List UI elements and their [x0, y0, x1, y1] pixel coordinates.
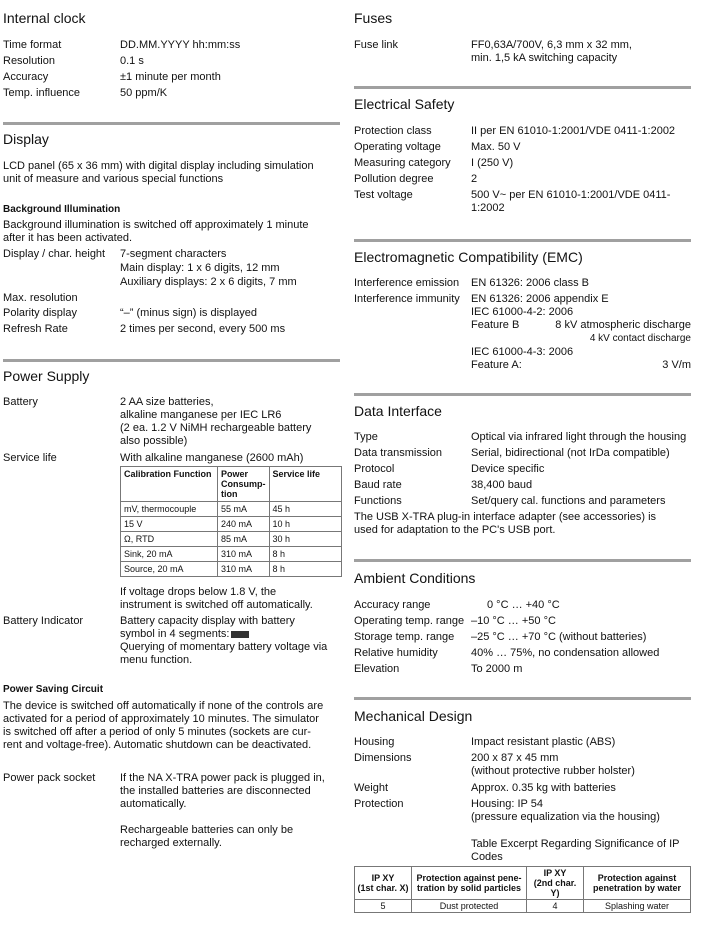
table-cell: 8 h	[269, 562, 342, 577]
table-cell: 10 h	[269, 517, 342, 532]
section-title: Power Supply	[3, 368, 90, 384]
table-cell: Ω, RTD	[121, 532, 218, 547]
table-header: Power Consump-tion	[218, 467, 270, 502]
spec-value: II per EN 61010-1:2001/VDE 0411-1:2002	[471, 125, 676, 137]
header-line: IP XY	[543, 868, 567, 878]
spec-value: menu function.	[120, 654, 193, 666]
spec-value: 50 ppm/K	[120, 87, 168, 99]
spec-value: –25 °C … +70 °C (without batteries)	[471, 631, 647, 643]
table-cell: 310 mA	[218, 562, 270, 577]
section-title: Fuses	[354, 10, 393, 26]
spec-key: Polarity display	[3, 307, 77, 319]
spec-value: EN 61326: 2006 class B	[471, 277, 590, 289]
text-line: unit of measure and various special functions	[3, 173, 224, 185]
spec-key: Time format	[3, 39, 62, 51]
spec-value: With alkaline manganese (2600 mAh)	[120, 452, 304, 464]
spec-key: Battery Indicator	[3, 615, 84, 627]
header-line: penetration by water	[592, 883, 682, 893]
spec-value: Max. 50 V	[471, 141, 521, 153]
spec-key: Relative humidity	[354, 647, 438, 659]
spec-value: DD.MM.YYYY hh:mm:ss	[120, 39, 241, 51]
spec-key: Max. resolution	[3, 292, 78, 304]
spec-value: also possible)	[120, 435, 188, 447]
table-row	[121, 502, 342, 517]
spec-key: Test voltage	[354, 189, 413, 201]
spec-value: (without protective rubber holster)	[471, 765, 635, 777]
spec-key: Measuring category	[354, 157, 451, 169]
spec-value: alkaline manganese per IEC LR6	[120, 409, 282, 421]
spec-value: 38,400 baud	[471, 479, 533, 491]
spec-value: 3 V/m	[662, 359, 691, 371]
spec-key: Battery	[3, 396, 38, 408]
table-cell: mV, thermocouple	[121, 502, 218, 517]
table-cell: 4	[527, 900, 584, 913]
section-title: Display	[3, 131, 49, 147]
spec-value: IEC 61000-4-2: 2006	[471, 306, 574, 318]
text-line: instrument is switched off automatically.	[120, 599, 313, 611]
text-line: Codes	[471, 851, 503, 863]
ip-code-table	[354, 866, 691, 913]
table-cell: 8 h	[269, 547, 342, 562]
battery-icon	[231, 631, 249, 638]
spec-value: Rechargeable batteries can only be	[120, 824, 294, 836]
text-line: LCD panel (65 x 36 mm) with digital display including simulation	[3, 160, 314, 172]
usb-description	[354, 511, 691, 537]
spec-key: Interference immunity	[354, 293, 460, 305]
spec-value: Impact resistant plastic (ABS)	[471, 736, 616, 748]
table-cell: 240 mA	[218, 517, 270, 532]
spec-key: Type	[354, 431, 378, 443]
spec-value	[120, 628, 249, 641]
spec-value: 500 V~ per EN 61010-1:2001/VDE 0411-	[471, 189, 671, 201]
table-row	[121, 562, 342, 577]
section-divider	[3, 122, 340, 125]
spec-value: (2 ea. 1.2 V NiMH rechargeable battery	[120, 422, 312, 434]
spec-value: Battery capacity display with battery	[120, 615, 295, 627]
text-line: after it has been activated.	[3, 232, 133, 244]
spec-value: 0.1 s	[120, 55, 144, 67]
text-line: The device is switched off automatically if none of the controls are	[3, 700, 324, 712]
spec-value: ±1 minute per month	[120, 71, 221, 83]
spec-value: min. 1,5 kA switching capacity	[471, 52, 618, 64]
section-title: Mechanical Design	[354, 708, 473, 724]
spec-value: 2 times per second, every 500 ms	[120, 323, 286, 335]
spec-value: Main display: 1 x 6 digits, 12 mm	[120, 262, 280, 274]
text-line: Background illumination is switched off approximately 1 minute	[3, 219, 309, 231]
spec-value: 2	[471, 173, 478, 185]
table-header: Calibration Function	[121, 467, 218, 502]
section-divider	[354, 239, 691, 242]
spec-key: Pollution degree	[354, 173, 434, 185]
text-line: used for adaptation to the PC's USB port.	[354, 524, 556, 536]
text-line: rent and voltage-free). Automatic shutdown can be deactivated.	[3, 739, 312, 751]
text-line: activated for a period of approximately 10 minutes. The simulator	[3, 713, 319, 725]
spec-value: –10 °C … +50 °C	[471, 615, 556, 627]
section-divider	[354, 559, 691, 562]
spec-value: 200 x 87 x 45 mm	[471, 752, 559, 764]
spec-value: recharged externally.	[120, 837, 222, 849]
spec-key: Display / char. height	[3, 248, 106, 260]
spec-key: Storage temp. range	[354, 631, 455, 643]
text-line: Table Excerpt Regarding Significance of IP	[471, 838, 680, 850]
text-line: is switched off after a period of only 5 minutes (sockets are cur-	[3, 726, 311, 738]
table-cell: 15 V	[121, 517, 218, 532]
spec-value: EN 61326: 2006 appendix E	[471, 293, 609, 305]
spec-value: Approx. 0.35 kg with batteries	[471, 782, 616, 794]
spec-value: Feature B	[471, 319, 520, 331]
spec-value: Optical via infrared light through the housing	[471, 431, 687, 443]
section-divider	[354, 393, 691, 396]
spec-key: Service life	[3, 452, 57, 464]
table-cell: 55 mA	[218, 502, 270, 517]
spec-value: the installed batteries are disconnected	[120, 785, 311, 797]
spec-value: I (250 V)	[471, 157, 514, 169]
table-header	[412, 867, 527, 900]
spec-value: Querying of momentary battery voltage via	[120, 641, 328, 653]
table-cell: 85 mA	[218, 532, 270, 547]
spec-key: Baud rate	[354, 479, 402, 491]
spec-key: Functions	[354, 495, 402, 507]
spec-value: (pressure equalization via the housing)	[471, 811, 660, 823]
subheading: Background Illumination	[3, 204, 121, 215]
table-header	[355, 867, 412, 900]
table-header-row	[121, 467, 342, 502]
spec-value: 40% … 75%, no condensation allowed	[471, 647, 660, 659]
header-line: (2nd char. Y)	[533, 878, 577, 898]
spec-value: “–” (minus sign) is displayed	[120, 307, 257, 319]
text-line: The USB X-TRA plug-in interface adapter (see accessories) is	[354, 511, 657, 523]
spec-key: Interference emission	[354, 277, 460, 289]
section-title: Electrical Safety	[354, 96, 455, 112]
section-divider	[354, 86, 691, 89]
spec-value: 8 kV atmospheric discharge	[555, 319, 691, 331]
header-line: IP XY	[371, 873, 395, 883]
spec-value: 1:2002	[471, 202, 505, 214]
table-cell: 5	[355, 900, 412, 913]
spec-value: If the NA X-TRA power pack is plugged in,	[120, 772, 325, 784]
spec-key: Refresh Rate	[3, 323, 68, 335]
section-title: Ambient Conditions	[354, 570, 476, 586]
text-line: symbol in 4 segments:	[120, 628, 230, 640]
header-line: Protection against	[597, 873, 677, 883]
spec-key: Temp. influence	[3, 87, 81, 99]
header-line: Protection against pene-	[416, 873, 522, 883]
spec-key: Data transmission	[354, 447, 443, 459]
spec-key: Accuracy	[3, 71, 49, 83]
spec-value: Serial, bidirectional (not IrDa compatible)	[471, 447, 670, 459]
table-cell: Source, 20 mA	[121, 562, 218, 577]
bg-description	[3, 219, 340, 245]
service-life-table	[120, 466, 342, 577]
table-row	[121, 532, 342, 547]
table-cell: 45 h	[269, 502, 342, 517]
header-line: tration by solid particles	[416, 883, 522, 893]
spec-value: Feature A:	[471, 359, 522, 371]
lcd-description	[3, 160, 340, 186]
table-header: Service life	[269, 467, 342, 502]
section-divider	[354, 697, 691, 700]
spec-key: Weight	[354, 782, 389, 794]
spec-value: Auxiliary displays: 2 x 6 digits, 7 mm	[120, 276, 297, 288]
spec-value: 4 kV contact discharge	[589, 333, 691, 344]
text-line: If voltage drops below 1.8 V, the	[120, 586, 277, 598]
spec-value: Set/query cal. functions and parameters	[471, 495, 666, 507]
power-saving-description	[3, 700, 340, 752]
header-line: (1st char. X)	[357, 883, 409, 893]
table-row	[121, 547, 342, 562]
table-cell: Sink, 20 mA	[121, 547, 218, 562]
table-cell: Splashing water	[584, 900, 691, 913]
spec-key: Dimensions	[354, 752, 412, 764]
spec-key: Resolution	[3, 55, 55, 67]
spec-key: Protection	[354, 798, 404, 810]
table-row	[121, 517, 342, 532]
table-header	[527, 867, 584, 900]
section-divider	[3, 359, 340, 362]
spec-key: Protection class	[354, 125, 432, 137]
spec-value: 0 °C … +40 °C	[487, 599, 560, 611]
table-cell: Dust protected	[412, 900, 527, 913]
table-cell: 30 h	[269, 532, 342, 547]
section-title: Electromagnetic Compatibility (EMC)	[354, 249, 583, 265]
spec-value: 7-segment characters	[120, 248, 227, 260]
spec-value: Device specific	[471, 463, 545, 475]
table-row	[355, 900, 691, 913]
table-cell: 310 mA	[218, 547, 270, 562]
spec-value: Housing: IP 54	[471, 798, 543, 810]
spec-value: automatically.	[120, 798, 187, 810]
subheading: Power Saving Circuit	[3, 684, 104, 695]
table-header	[584, 867, 691, 900]
spec-key: Accuracy range	[354, 599, 431, 611]
spec-value: 2 AA size batteries,	[120, 396, 214, 408]
spec-key: Elevation	[354, 663, 400, 675]
spec-value: IEC 61000-4-3: 2006	[471, 346, 574, 358]
spec-value: FF0,63A/700V, 6,3 mm x 32 mm,	[471, 39, 632, 51]
spec-key: Operating voltage	[354, 141, 441, 153]
spec-key: Fuse link	[354, 39, 399, 51]
spec-key: Housing	[354, 736, 395, 748]
section-title: Data Interface	[354, 403, 442, 419]
section-title: Internal clock	[3, 10, 86, 26]
spec-key: Operating temp. range	[354, 615, 465, 627]
spec-key: Power pack socket	[3, 772, 96, 784]
spec-key: Protocol	[354, 463, 395, 475]
table-header-row	[355, 867, 691, 900]
spec-value: To 2000 m	[471, 663, 523, 675]
